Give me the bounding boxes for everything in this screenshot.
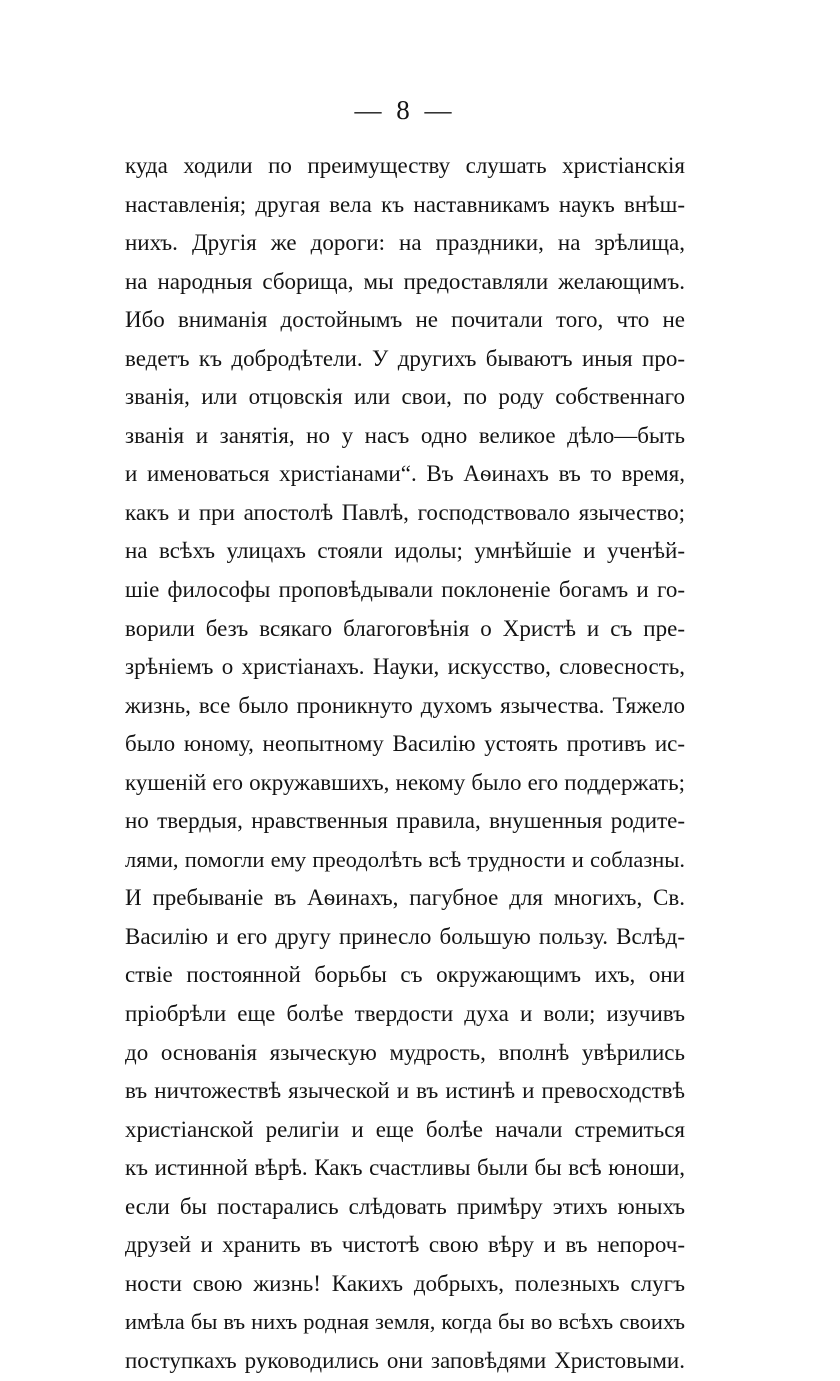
text-line: Ибо вниманія достойнымъ не почитали того, что не: [125, 307, 685, 333]
text-line: на народныя сборища, мы предоставляли желающимъ.: [125, 268, 685, 294]
text-line: ности свою жизнь! Какихъ добрыхъ, полезныхъ слугъ: [125, 1270, 685, 1296]
text-line: друзей и хранить въ чистотѣ свою вѣру и въ непороч-: [125, 1232, 685, 1258]
text-line: кушеній его окружавшихъ, некому было его поддержать;: [125, 769, 685, 795]
text-line: зрѣніемъ о христіанахъ. Науки, искусство, словесность,: [125, 654, 685, 680]
text-line: на всѣхъ улицахъ стояли идолы; умнѣйшіе и ученѣй-: [125, 538, 685, 564]
text-line: какъ и при апостолѣ Павлѣ, господствовало язычество;: [125, 499, 685, 525]
text-line: Василію и его другу принесло большую пользу. Вслѣд-: [125, 923, 685, 949]
text-line: ствіе постоянной борьбы съ окружающимъ ихъ, они: [125, 962, 685, 988]
text-line: имѣла бы въ нихъ родная земля, когда бы во всѣхъ своихъ: [125, 1309, 685, 1335]
text-line: лями, помогли ему преодолѣть всѣ трудности и соблазны.: [125, 846, 685, 872]
body-text: [125, 147, 685, 1381]
text-line: званія, или отцовскія или свои, по роду собственнаго: [125, 384, 685, 410]
text-line: И пребываніе въ Аѳинахъ, пагубное для многихъ, Св.: [125, 885, 685, 911]
text-line: ворили безъ всякаго благоговѣнія о Христѣ и съ пре-: [125, 615, 685, 641]
text-line: въ ничтожествѣ языческой и въ истинѣ и превосходствѣ: [125, 1078, 685, 1104]
text-line: куда ходили по преимуществу слушать христіанскія: [125, 153, 685, 178]
text-line: поступкахъ руководились они заповѣдями Христовыми.: [125, 1347, 685, 1373]
text-line: но твердыя, нравственныя правила, внушенныя родите-: [125, 808, 685, 834]
text-line: званія и занятія, но у насъ одно великое дѣло—быть: [125, 422, 685, 448]
text-line: нихъ. Другія же дороги: на праздники, на зрѣлища,: [125, 230, 685, 256]
text-line: жизнь, все было проникнуто духомъ язычества. Тяжело: [125, 692, 685, 718]
text-line: ведетъ къ добродѣтели. У другихъ бываютъ иныя про-: [125, 345, 685, 371]
page-number: — 8 —: [354, 95, 456, 125]
text-line: шіе философы проповѣдывали поклоненіе богамъ и го-: [125, 577, 685, 603]
text-line: наставленія; другая вела къ наставникамъ наукъ внѣш-: [125, 191, 685, 217]
text-line: къ истинной вѣрѣ. Какъ счастливы были бы всѣ юноши,: [125, 1155, 685, 1181]
text-line: и именоваться христіанами“. Въ Аѳинахъ въ то время,: [125, 461, 685, 487]
text-line: до основанія языческую мудрость, вполнѣ увѣрились: [125, 1039, 685, 1065]
text-line: было юному, неопытному Василію устоять противъ ис-: [125, 731, 685, 757]
text-line: если бы постарались слѣдовать примѣру этихъ юныхъ: [125, 1193, 685, 1219]
text-line: христіанской религіи и еще болѣе начали стремиться: [125, 1116, 685, 1142]
text-line: пріобрѣли еще болѣе твердости духа и воли; изучивъ: [125, 1001, 685, 1027]
